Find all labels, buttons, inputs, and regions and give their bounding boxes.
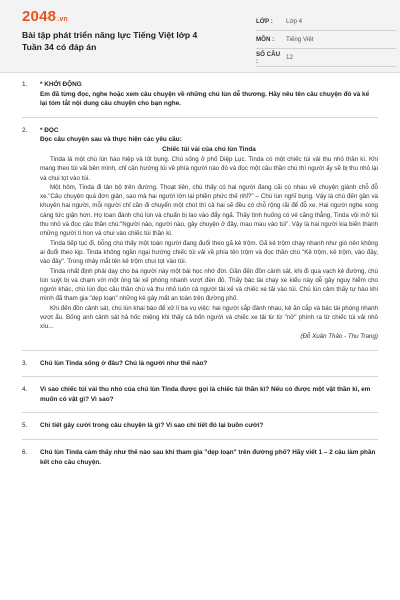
meta-row-count: [256, 49, 396, 67]
divider: [22, 412, 378, 413]
question-text: Em đã từng đọc, nghe hoặc xem câu chuyện về những chú lùn dễ thương. Hãy nêu tên câu chuyện đó và kể lại tóm tắt nội dung câu chuyện cho bạn nghe.: [40, 90, 370, 108]
story-paragraph: Khi đến đồn cảnh sát, chú lùn khai báo để xử lí ba vụ việc: hai người sắp đánh nhau, kẻ ăn cắp và bác tài phóng nhanh vượt ẩu. Bống anh cảnh sát hả hốc miệng khi thấy cả bốn người và chiếc xe tải từ từ "nở" phình ra từ chiếc túi vải nhỏ xíu...: [40, 304, 378, 331]
meta-table: [256, 13, 396, 67]
page-title: Bài tập phát triển năng lực Tiếng Việt lớp 4 Tuần 34 có đáp án: [22, 30, 198, 52]
story-title: Chiếc túi vải của chú lùn Tinda: [162, 145, 256, 153]
story-paragraph: Một hôm, Tinda đi tản bộ trên đường. Thoạt tiên, chú thấy có hai người đang cãi cọ nhau về chuyện giành chỗ đỗ xe."Câu chuyện quá đơn giản, sao mà hai người lớn lại phiền phức thế nhỉ?" – Chú lùn nghĩ bụng. Vậy là chú đến gần và khuyên hai người, mỗi người chỉ cần đi chuyển một chút thì cả hai sẽ đều có chỗ rộng rãi để đỗ xe. Hai người nghe xong càng tức giận hơn. Họ toan đánh chú lùn và chuẩn bị lao vào đẩy ngã. Thấy tình huống có vẻ căng thẳng, Tinda vội mở túi thu nhỏ và đọc câu thần chú:"Người nào, người nào, gây chuyện ở đây, mau mau vào túi". Vậy là hai người kia biến thành những người tí hon và chui vào chiếc túi thần kì.: [40, 183, 378, 238]
meta-label: MÔN :: [256, 36, 275, 43]
divider: [22, 117, 378, 118]
question-5: [22, 421, 378, 431]
story-paragraph: Tinda là một chú lùn hào hiệp và tốt bụng. Chú sống ở phố Diệp Lục. Tinda có một chiếc túi vải thu nhỏ thần kì. Khi mang theo túi vải bên mình, chỉ cần hướng túi về phía người nào đó và đọc một câu thần chú thì người ấy sẽ bị thu nhỏ lại và chui tọt vào túi.: [40, 155, 378, 182]
question-text: Chú lùn Tinda cảm thấy như thế nào sau khi tham gia "dẹp loạn" trên đường phố? Hãy viết 1 – 2 câu làm phần kết cho câu chuyện.: [40, 448, 376, 466]
divider: [22, 350, 378, 351]
story-source: (Đỗ Xuân Thảo - Thu Trang): [300, 332, 378, 340]
story-paragraph: Tinda nhất định phải dạy cho ba người này một bài học nhớ đời. Gần đến đồn cảnh sát, khi đi qua vạch kẻ đường, chú lùn suýt bị va chạm với một ông tài xế phóng nhanh vượt đèn đỏ. Thấy bác tài chạy xe kiểu này dễ gây nguy hiểm cho người khác, chú lùn đọc câu thần chú và thu nhỏ luôn cả người tài xế và chiếc xe tải vào túi. Chú lùn cảm thấy tự hào khi mình đã tham gia "dẹp loạn" những kẻ gây mất an toàn trên đường phố.: [40, 267, 378, 303]
question-number: 5.: [22, 422, 28, 430]
question-number: 4.: [22, 386, 28, 394]
meta-label: LỚP :: [256, 18, 273, 25]
questions-list: [22, 80, 378, 467]
question-title: * KHỞI ĐỘNG: [40, 81, 82, 88]
meta-row-subject: [256, 31, 396, 49]
site-logo[interactable]: [22, 8, 68, 25]
story-paragraph: Tinda tiếp tục đi, bỗng chú thấy một toán người đang đuổi theo gã kẻ trộm. Gã kẻ trộm chạy nhanh như gió nên không ai đuổi theo kịp. Tinda không ngần ngại hướng chiếc túi vải về phía tên trộm và đọc thần chú "Kẻ trộm, kẻ trộm, vào đây, vào đây". Trong nháy mắt tên kẻ trộm chui tọt vào túi.: [40, 239, 378, 266]
meta-value: 12: [286, 54, 293, 61]
divider: [22, 376, 378, 377]
divider: [22, 439, 378, 440]
meta-row-class: [256, 13, 396, 31]
meta-label: SỐ CÂU :: [256, 50, 281, 65]
question-3: [22, 359, 378, 369]
question-4: [22, 385, 378, 404]
question-text: Vì sao chiếc túi vải thu nhỏ của chú lùn Tinda được gọi là chiếc túi thần kì? Nếu có được một vật thần kì, em muốn có vật gì? Vì sao?: [40, 386, 371, 403]
question-6: [22, 448, 378, 467]
question-number: 1.: [22, 81, 28, 88]
question-intro: Đọc câu chuyện sau và thực hiện các yêu cầu:: [40, 136, 182, 144]
question-title: * ĐỌC: [40, 126, 59, 134]
meta-value: Lớp 4: [286, 18, 303, 25]
logo-main: 2048: [22, 8, 57, 25]
question-text: Chú lùn Tinda sống ở đâu? Chú là người như thế nào?: [40, 359, 208, 367]
question-number: 2.: [22, 126, 28, 134]
question-text: Chi tiết gây cười trong câu chuyện là gì? Vì sao chi tiết đó lại buồn cười?: [40, 422, 264, 430]
question-number: 3.: [22, 359, 28, 367]
logo-sub: .vn: [57, 16, 68, 23]
question-2: [22, 126, 378, 342]
question-1: [22, 80, 378, 109]
page-header: [0, 0, 400, 73]
meta-value: Tiếng Việt: [286, 36, 314, 43]
question-number: 6.: [22, 448, 28, 456]
